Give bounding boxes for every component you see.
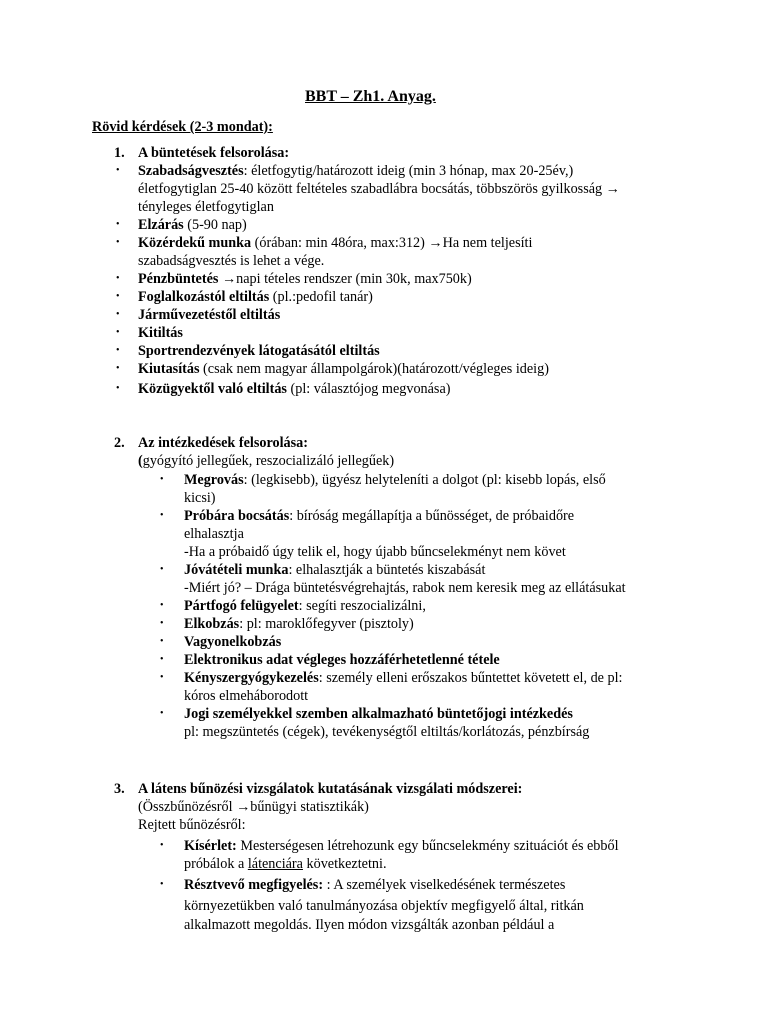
list-item: Jogi személyekkel szemben alkalmazható büntetőjogi intézkedés (184, 706, 573, 722)
bullet: • (160, 474, 164, 485)
list-item: pl: megszüntetés (cégek), tevékenységtől eltiltás/korlátozás, pénzbírság (184, 724, 590, 740)
bullet: • (160, 564, 164, 575)
bullet: • (116, 165, 120, 176)
section-subtitle: Rövid kérdések (2-3 mondat): (92, 119, 273, 135)
bullet: • (116, 309, 120, 320)
bullet: • (116, 291, 120, 302)
list-item: Kitiltás (138, 325, 183, 341)
section-3-line: Rejtett bűnözésről: (138, 817, 246, 833)
bullet: • (116, 345, 120, 356)
bullet: • (160, 618, 164, 629)
list-item: kicsi) (184, 490, 216, 506)
bullet: • (160, 840, 164, 851)
bullet: • (160, 672, 164, 683)
section-3-number: 3. (114, 781, 125, 797)
list-item: Elzárás (5-90 nap) (138, 217, 247, 233)
list-item: Próbára bocsátás: bíróság megállapítja a bűnösséget, de próbaidőre (184, 508, 575, 524)
list-item: Kísérlet: Mesterségesen létrehozunk egy bűncselekmény szituációt és ebből (184, 838, 619, 854)
section-2-heading: Az intézkedések felsorolása: (138, 435, 308, 451)
list-item: Járművezetéstől eltiltás (138, 307, 281, 323)
list-item: szabadságvesztés is lehet a vége. (138, 253, 325, 269)
list-item: életfogytiglan 25-40 között feltételes szabadlábra bocsátás, többszörös gyilkosság → (138, 181, 620, 197)
list-item: Kényszergyógykezelés: személy elleni erőszakos bűntettet követett el, de pl: (184, 670, 623, 686)
arrow-icon: → (221, 271, 237, 287)
section-2-intro: (gyógyító jellegűek, reszocializáló jellegűek) (138, 453, 395, 469)
list-item: Szabadságvesztés: életfogytig/határozott ideig (min 3 hónap, max 20-25év,) (138, 163, 574, 179)
list-item: próbálok a látenciára következtetni. (184, 856, 387, 872)
list-item: -Miért jó? – Drága büntetésvégrehajtás, rabok nem keresik meg az ellátásukat (184, 580, 626, 596)
page-title: BBT – Zh1. Anyag. (305, 88, 436, 105)
list-item: környezetükben való tanulmányozása objektív megfigyelő által, ritkán (184, 898, 584, 914)
list-item: Sportrendezvények látogatásától eltiltás (138, 343, 380, 359)
section-1-number: 1. (114, 145, 125, 161)
list-item: Pártfogó felügyelet: segíti reszocializálni, (184, 598, 426, 614)
arrow-icon: → (428, 235, 443, 251)
list-item: Megrovás: (legkisebb), ügyész helyteleníti a dolgot (pl: kisebb lopás, első (184, 472, 606, 488)
list-item: tényleges életfogytiglan (138, 199, 274, 215)
bullet: • (160, 600, 164, 611)
bullet: • (116, 219, 120, 230)
bullet: • (160, 879, 164, 890)
list-item: Közügyektől való eltiltás (pl: választójog megvonása) (138, 381, 451, 397)
section-3-line: (Összbűnözésről →bűnügyi statisztikák) (138, 799, 369, 815)
list-item: Jóvátételi munka: elhalasztják a büntetés kiszabását (184, 562, 486, 578)
list-item: Résztvevő megfigyelés: : A személyek viselkedésének természetes (184, 877, 566, 893)
list-item: kóros elmeháborodott (184, 688, 309, 704)
list-item: alkalmazott megoldás. Ilyen módon vizsgálták azonban például a (184, 917, 555, 933)
list-item: Vagyonelkobzás (184, 634, 282, 650)
bullet: • (160, 510, 164, 521)
section-3-heading: A látens bűnözési vizsgálatok kutatásának vizsgálati módszerei: (138, 781, 523, 797)
bullet: • (116, 383, 120, 394)
list-item: Foglalkozástól eltiltás (pl.:pedofil tanár) (138, 289, 373, 305)
list-item: elhalasztja (184, 526, 244, 542)
list-item: Elkobzás: pl: maroklőfegyver (pisztoly) (184, 616, 414, 632)
bullet: • (160, 654, 164, 665)
section-2-number: 2. (114, 435, 125, 451)
bullet: • (160, 636, 164, 647)
bullet: • (116, 273, 120, 284)
list-item: Kiutasítás (csak nem magyar állampolgárok)(határozott/végleges ideig) (138, 361, 549, 377)
list-item: Közérdekű munka (órában: min 48óra, max:312) →Ha nem teljesíti (138, 235, 533, 251)
bullet: • (160, 708, 164, 719)
list-item: Pénzbüntetés →napi tételes rendszer (min 30k, max750k) (138, 271, 472, 287)
bullet: • (116, 363, 120, 374)
bullet: • (116, 327, 120, 338)
arrow-icon: → (236, 799, 251, 815)
arrow-icon: → (605, 181, 620, 197)
list-item: Elektronikus adat végleges hozzáférhetetlenné tétele (184, 652, 500, 668)
section-1-heading: A büntetések felsorolása: (138, 145, 290, 161)
list-item: -Ha a próbaidő úgy telik el, hogy újabb bűncselekményt nem követ (184, 544, 566, 560)
bullet: • (116, 237, 120, 248)
